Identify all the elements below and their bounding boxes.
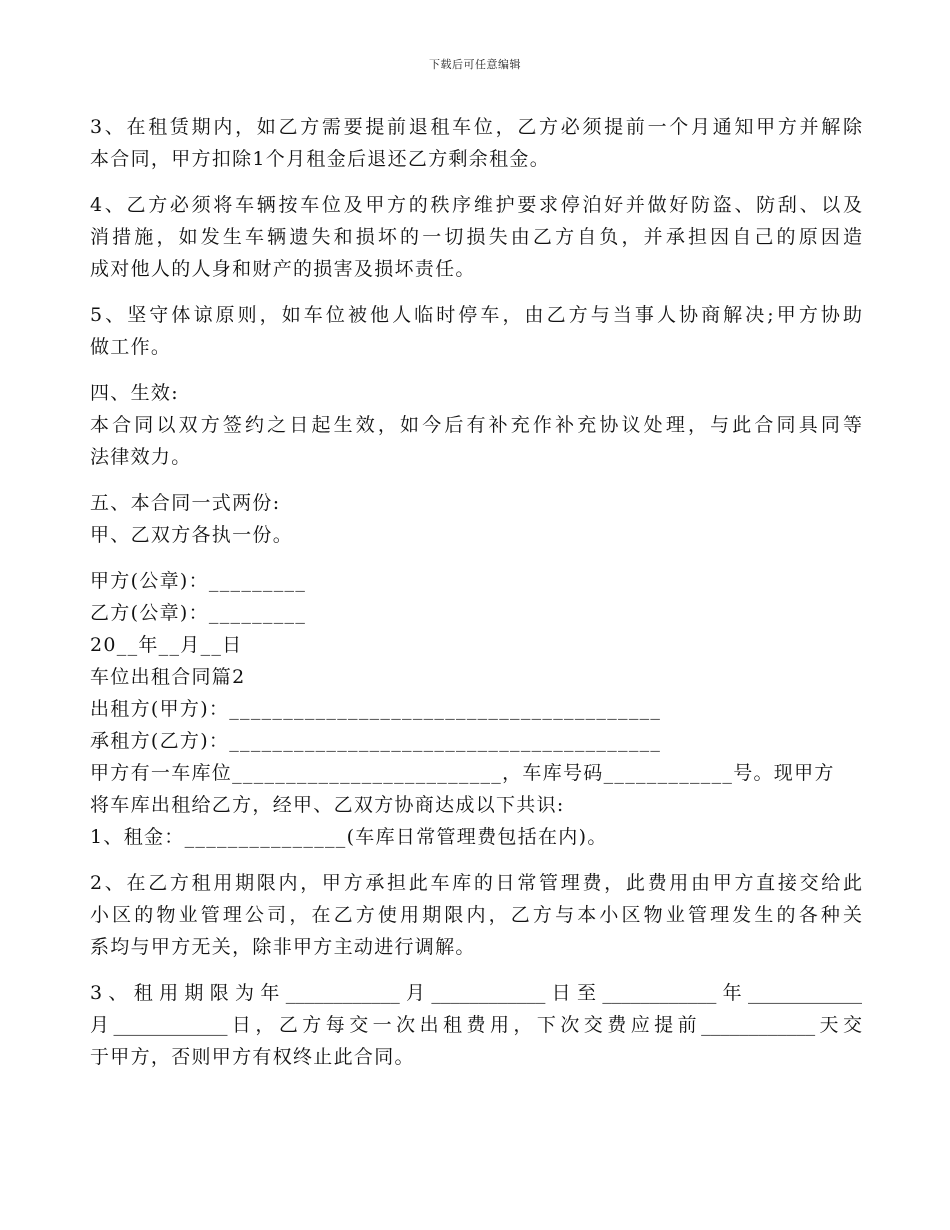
text-line: 本合同以双方签约之日起生效，如今后有补充作补充协议处理，与此合同具同等 xyxy=(90,414,862,436)
rent-line: 1、租金：_______________(车库日常管理费包括在内)。 xyxy=(90,826,608,848)
text-line: 系均与甲方无关，除非甲方主动进行调解。 xyxy=(90,936,476,958)
text-line: 成对他人的人身和财产的损害及损坏责任。 xyxy=(90,258,476,280)
paragraph-section-4-effective xyxy=(90,377,862,473)
paragraph-signatures-and-contract-2 xyxy=(90,565,862,853)
paragraph-section-5-copies xyxy=(90,487,862,551)
date-line: 20__年__月__日 xyxy=(90,634,243,656)
text-line: 3、在租赁期内，如乙方需要提前退租车位，乙方必须提前一个月通知甲方并解除 xyxy=(90,116,862,138)
text-line: 法律效力。 xyxy=(90,446,192,468)
text-line: 本合同，甲方扣除1个月租金后退还乙方剩余租金。 xyxy=(90,148,550,170)
text-line: 甲、乙双方各执一份。 xyxy=(90,524,294,546)
text-line: 消措施，如发生车辆遗失和损坏的一切损失由乙方自负，并承担因自己的原因造 xyxy=(90,226,862,248)
text-line: 月____________日，乙方每交一次出租费用，下次交费应提前____________天交 xyxy=(90,1014,862,1036)
text-line: 2、在乙方租用期限内，甲方承担此车库的日常管理费，此费用由甲方直接交给此 xyxy=(90,872,862,894)
lessee-line: 承租方(乙方)：________________________________________ xyxy=(90,730,662,752)
page-header: 下载后可任意编辑 xyxy=(429,58,521,71)
text-line: 5、坚守体谅原则，如车位被他人临时停车，由乙方与当事人协商解决;甲方协助 xyxy=(90,304,862,326)
text-line: 3、租用期限为年____________月____________日至____________年____________ xyxy=(90,982,862,1004)
paragraph-clause-5-cooperation xyxy=(90,299,862,363)
text-line: 4、乙方必须将车辆按车位及甲方的秩序维护要求停泊好并做好防盗、防刮、以及 xyxy=(90,194,862,216)
paragraph-clause-3-termination xyxy=(90,111,862,175)
paragraph-clause-2-management-fee xyxy=(90,867,862,963)
lessor-line: 出租方(甲方)：________________________________________ xyxy=(90,698,662,720)
text-line: 做工作。 xyxy=(90,336,172,358)
party-b-seal-line: 乙方(公章)：_________ xyxy=(90,602,307,624)
document-body xyxy=(90,111,862,1073)
text-line: 甲方有一车库位_________________________，车库号码____________号。现甲方 xyxy=(90,762,835,784)
party-a-seal-line: 甲方(公章)：_________ xyxy=(90,570,307,592)
section-heading: 五、本合同一式两份: xyxy=(90,492,281,514)
section-heading: 四、生效: xyxy=(90,382,179,404)
paragraph-clause-4-safety xyxy=(90,189,862,285)
text-line: 将车库出租给乙方，经甲、乙双方协商达成以下共识: xyxy=(90,794,565,816)
text-line: 小区的物业管理公司，在乙方使用期限内，乙方与本小区物业管理发生的各种关 xyxy=(90,904,862,926)
text-line: 于甲方，否则甲方有权终止此合同。 xyxy=(90,1046,415,1068)
contract-title: 车位出租合同篇2 xyxy=(90,666,246,688)
paragraph-clause-3-term xyxy=(90,977,862,1073)
